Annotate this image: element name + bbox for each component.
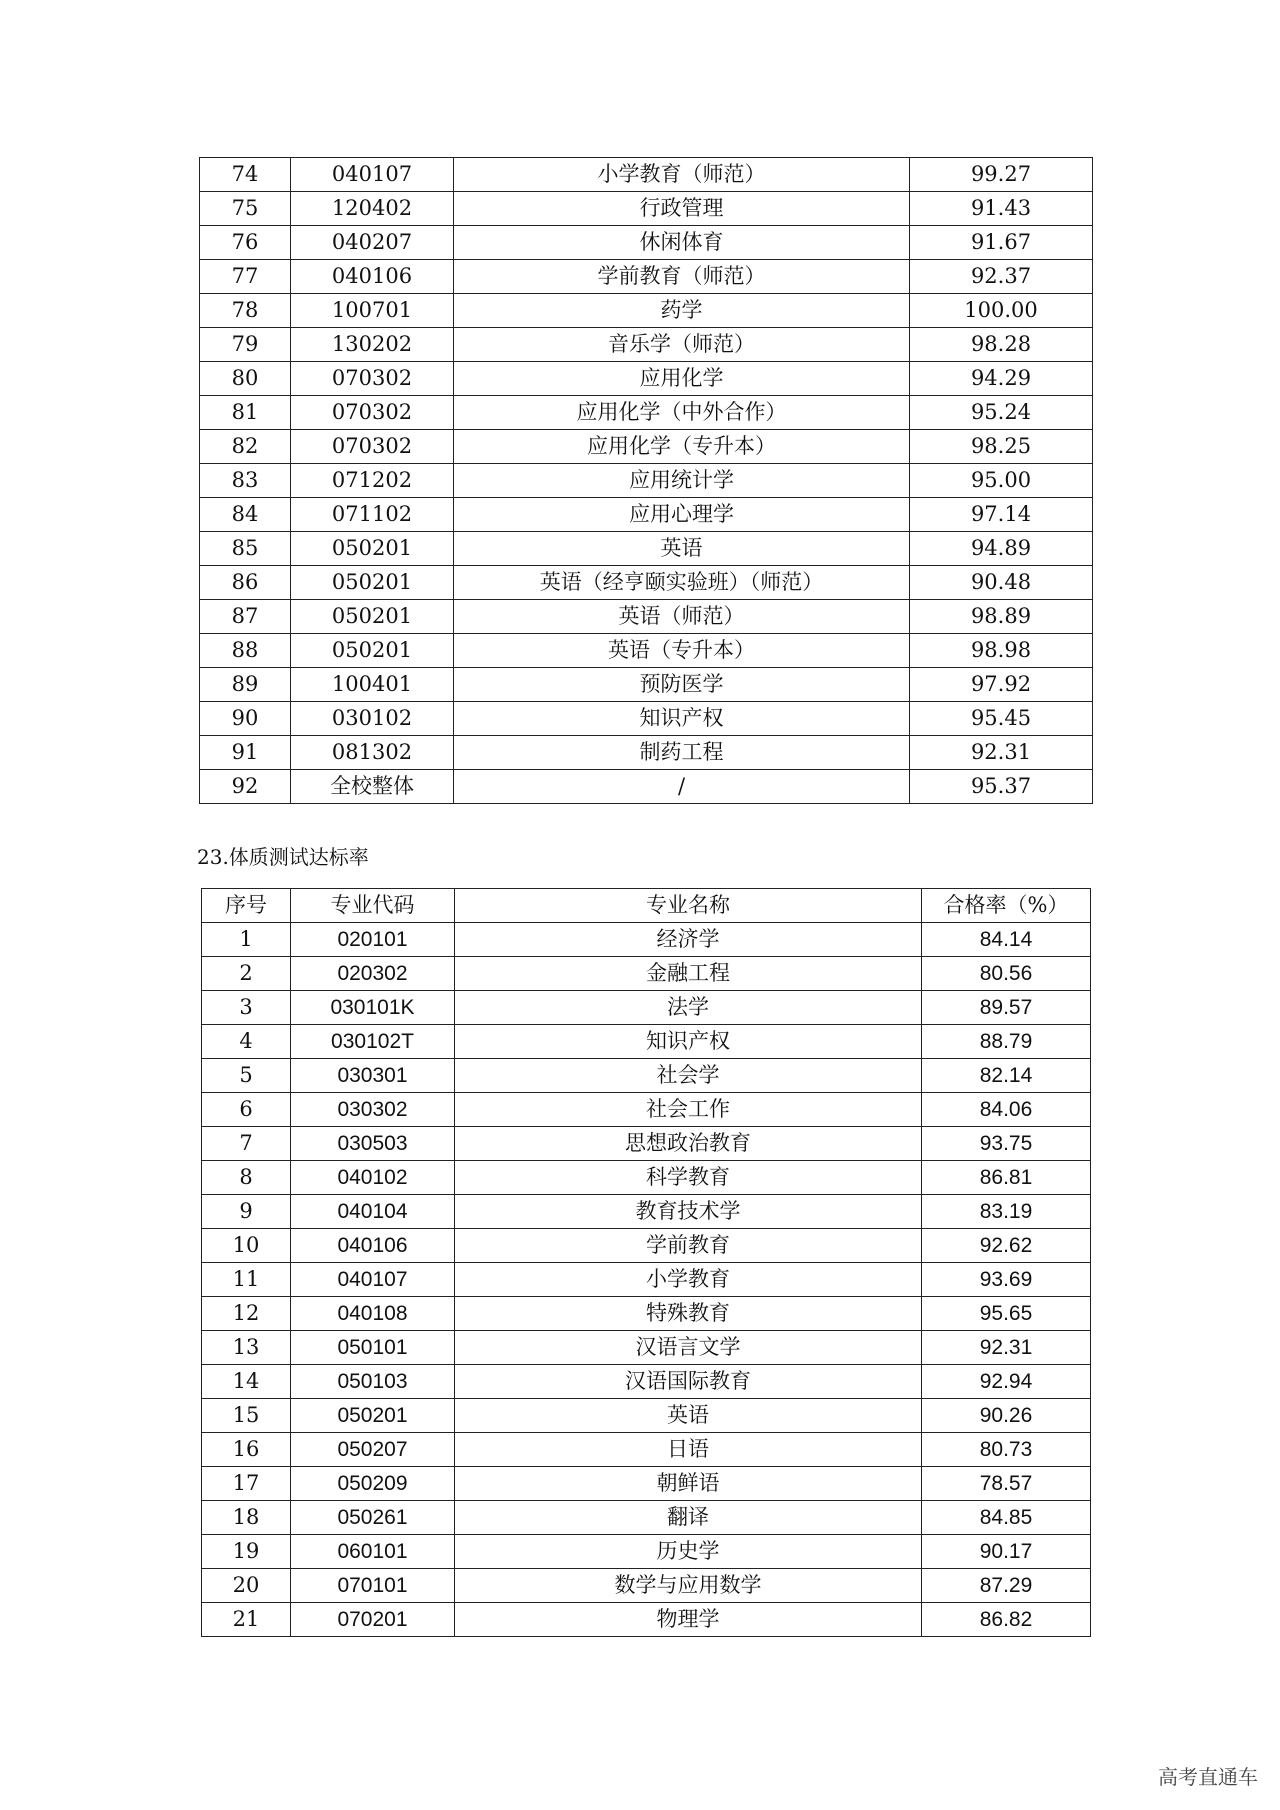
cell-major-name: 学前教育（师范） — [454, 260, 910, 294]
cell-major-code: 040106 — [291, 1229, 455, 1263]
cell-pass-rate: 93.69 — [922, 1263, 1091, 1297]
table-row — [202, 1433, 1091, 1467]
cell-major-name: 行政管理 — [454, 192, 910, 226]
table-row — [202, 1399, 1091, 1433]
table-row — [200, 634, 1093, 668]
cell-pass-rate: 78.57 — [922, 1467, 1091, 1501]
cell-major-name: 汉语国际教育 — [455, 1365, 922, 1399]
cell-pass-rate: 94.89 — [910, 532, 1093, 566]
cell-index: 16 — [202, 1433, 291, 1467]
table-row — [200, 770, 1093, 804]
cell-major-code: 070101 — [291, 1569, 455, 1603]
table-row — [200, 532, 1093, 566]
table-row — [202, 1195, 1091, 1229]
header-pass-rate: 合格率（%） — [922, 889, 1091, 923]
table-row — [200, 668, 1093, 702]
cell-major-code: 130202 — [291, 328, 454, 362]
table-row — [202, 1093, 1091, 1127]
cell-index: 18 — [202, 1501, 291, 1535]
cell-major-code: 030101K — [291, 991, 455, 1025]
table-row — [202, 957, 1091, 991]
cell-major-name: 应用化学（专升本） — [454, 430, 910, 464]
table-row — [202, 1229, 1091, 1263]
cell-major-name: 思想政治教育 — [455, 1127, 922, 1161]
cell-pass-rate: 86.82 — [922, 1603, 1091, 1637]
header-major-name: 专业名称 — [455, 889, 922, 923]
cell-major-name: 法学 — [455, 991, 922, 1025]
cell-major-code: 100401 — [291, 668, 454, 702]
cell-index: 75 — [200, 192, 291, 226]
cell-major-name: 教育技术学 — [455, 1195, 922, 1229]
cell-pass-rate: 100.00 — [910, 294, 1093, 328]
cell-major-code: 030102T — [291, 1025, 455, 1059]
cell-index: 6 — [202, 1093, 291, 1127]
cell-major-name: 学前教育 — [455, 1229, 922, 1263]
cell-pass-rate: 95.24 — [910, 396, 1093, 430]
table-row — [202, 1467, 1091, 1501]
cell-index: 15 — [202, 1399, 291, 1433]
cell-major-code: 020302 — [291, 957, 455, 991]
table-row — [200, 566, 1093, 600]
cell-major-name: 应用心理学 — [454, 498, 910, 532]
cell-pass-rate: 83.19 — [922, 1195, 1091, 1229]
cell-major-code: 040107 — [291, 158, 454, 192]
cell-index: 85 — [200, 532, 291, 566]
cell-major-code: 100701 — [291, 294, 454, 328]
cell-major-name: 经济学 — [455, 923, 922, 957]
cell-major-code: 070201 — [291, 1603, 455, 1637]
cell-index: 80 — [200, 362, 291, 396]
table-row — [202, 1025, 1091, 1059]
cell-major-code: 050209 — [291, 1467, 455, 1501]
cell-major-code: 全校整体 — [291, 770, 454, 804]
cell-pass-rate: 92.37 — [910, 260, 1093, 294]
cell-pass-rate: 98.89 — [910, 600, 1093, 634]
major-pass-rate-table-continued — [199, 157, 1093, 804]
cell-pass-rate: 89.57 — [922, 991, 1091, 1025]
cell-major-code: 030102 — [291, 702, 454, 736]
cell-index: 4 — [202, 1025, 291, 1059]
cell-major-name: 知识产权 — [455, 1025, 922, 1059]
cell-pass-rate: 99.27 — [910, 158, 1093, 192]
table-row — [200, 498, 1093, 532]
cell-major-code: 050201 — [291, 634, 454, 668]
cell-major-code: 030302 — [291, 1093, 455, 1127]
header-index: 序号 — [202, 889, 291, 923]
table-row — [200, 600, 1093, 634]
cell-major-code: 040104 — [291, 1195, 455, 1229]
table-row — [200, 260, 1093, 294]
table-row — [200, 362, 1093, 396]
cell-pass-rate: 92.31 — [910, 736, 1093, 770]
cell-index: 14 — [202, 1365, 291, 1399]
cell-major-code: 050261 — [291, 1501, 455, 1535]
cell-major-name: 科学教育 — [455, 1161, 922, 1195]
cell-pass-rate: 98.98 — [910, 634, 1093, 668]
cell-major-name: 社会学 — [455, 1059, 922, 1093]
table-header-row — [202, 889, 1091, 923]
cell-pass-rate: 94.29 — [910, 362, 1093, 396]
cell-index: 79 — [200, 328, 291, 362]
cell-major-code: 050103 — [291, 1365, 455, 1399]
cell-pass-rate: 90.17 — [922, 1535, 1091, 1569]
table-row — [200, 396, 1093, 430]
cell-index: 91 — [200, 736, 291, 770]
cell-major-name: 小学教育 — [455, 1263, 922, 1297]
cell-pass-rate: 87.29 — [922, 1569, 1091, 1603]
cell-major-name: 音乐学（师范） — [454, 328, 910, 362]
cell-pass-rate: 97.14 — [910, 498, 1093, 532]
table-row — [200, 192, 1093, 226]
cell-pass-rate: 86.81 — [922, 1161, 1091, 1195]
cell-major-name: 数学与应用数学 — [455, 1569, 922, 1603]
cell-major-name: 应用化学 — [454, 362, 910, 396]
cell-major-name: / — [454, 770, 910, 804]
cell-major-code: 030301 — [291, 1059, 455, 1093]
cell-index: 82 — [200, 430, 291, 464]
fitness-test-pass-rate-table — [201, 888, 1091, 1637]
table-row — [200, 294, 1093, 328]
cell-major-code: 081302 — [291, 736, 454, 770]
cell-index: 7 — [202, 1127, 291, 1161]
cell-major-name: 应用统计学 — [454, 464, 910, 498]
cell-major-code: 070302 — [291, 362, 454, 396]
cell-major-name: 日语 — [455, 1433, 922, 1467]
cell-pass-rate: 91.43 — [910, 192, 1093, 226]
cell-index: 8 — [202, 1161, 291, 1195]
cell-major-name: 朝鲜语 — [455, 1467, 922, 1501]
cell-index: 21 — [202, 1603, 291, 1637]
cell-index: 9 — [202, 1195, 291, 1229]
cell-major-code: 071202 — [291, 464, 454, 498]
cell-pass-rate: 95.37 — [910, 770, 1093, 804]
cell-major-code: 050201 — [291, 600, 454, 634]
cell-major-name: 药学 — [454, 294, 910, 328]
cell-major-name: 翻译 — [455, 1501, 922, 1535]
cell-index: 10 — [202, 1229, 291, 1263]
cell-major-name: 汉语言文学 — [455, 1331, 922, 1365]
cell-major-code: 040207 — [291, 226, 454, 260]
cell-major-name: 金融工程 — [455, 957, 922, 991]
cell-pass-rate: 92.62 — [922, 1229, 1091, 1263]
cell-index: 5 — [202, 1059, 291, 1093]
cell-major-code: 070302 — [291, 396, 454, 430]
cell-index: 81 — [200, 396, 291, 430]
table-row — [200, 328, 1093, 362]
table-row — [200, 702, 1093, 736]
cell-index: 83 — [200, 464, 291, 498]
cell-index: 77 — [200, 260, 291, 294]
cell-index: 92 — [200, 770, 291, 804]
table-row — [202, 1297, 1091, 1331]
cell-major-name: 社会工作 — [455, 1093, 922, 1127]
cell-major-name: 英语 — [455, 1399, 922, 1433]
cell-major-code: 071102 — [291, 498, 454, 532]
cell-major-code: 020101 — [291, 923, 455, 957]
cell-index: 13 — [202, 1331, 291, 1365]
cell-pass-rate: 95.45 — [910, 702, 1093, 736]
cell-major-code: 040107 — [291, 1263, 455, 1297]
cell-index: 1 — [202, 923, 291, 957]
cell-major-name: 应用化学（中外合作） — [454, 396, 910, 430]
cell-major-name: 预防医学 — [454, 668, 910, 702]
cell-pass-rate: 92.31 — [922, 1331, 1091, 1365]
table-row — [200, 158, 1093, 192]
table-row — [200, 464, 1093, 498]
cell-major-name: 物理学 — [455, 1603, 922, 1637]
section-heading: 23.体质测试达标率 — [197, 845, 369, 869]
cell-index: 17 — [202, 1467, 291, 1501]
table-row — [200, 736, 1093, 770]
table-row — [202, 1535, 1091, 1569]
cell-index: 12 — [202, 1297, 291, 1331]
cell-major-name: 英语（专升本） — [454, 634, 910, 668]
cell-index: 87 — [200, 600, 291, 634]
cell-pass-rate: 90.26 — [922, 1399, 1091, 1433]
cell-pass-rate: 84.85 — [922, 1501, 1091, 1535]
cell-pass-rate: 95.00 — [910, 464, 1093, 498]
cell-index: 89 — [200, 668, 291, 702]
cell-pass-rate: 88.79 — [922, 1025, 1091, 1059]
cell-index: 86 — [200, 566, 291, 600]
cell-index: 20 — [202, 1569, 291, 1603]
table-row — [202, 1501, 1091, 1535]
cell-major-code: 050201 — [291, 532, 454, 566]
table-row — [202, 1569, 1091, 1603]
cell-pass-rate: 91.67 — [910, 226, 1093, 260]
cell-major-code: 050201 — [291, 1399, 455, 1433]
cell-index: 74 — [200, 158, 291, 192]
cell-index: 3 — [202, 991, 291, 1025]
table-row — [202, 1059, 1091, 1093]
cell-pass-rate: 82.14 — [922, 1059, 1091, 1093]
cell-major-code: 040102 — [291, 1161, 455, 1195]
cell-index: 11 — [202, 1263, 291, 1297]
cell-major-code: 070302 — [291, 430, 454, 464]
table-row — [202, 1365, 1091, 1399]
table-row — [200, 430, 1093, 464]
header-major-code: 专业代码 — [291, 889, 455, 923]
cell-major-name: 休闲体育 — [454, 226, 910, 260]
cell-major-name: 历史学 — [455, 1535, 922, 1569]
cell-pass-rate: 90.48 — [910, 566, 1093, 600]
cell-index: 76 — [200, 226, 291, 260]
table-row — [202, 923, 1091, 957]
cell-major-code: 050101 — [291, 1331, 455, 1365]
cell-index: 78 — [200, 294, 291, 328]
cell-index: 90 — [200, 702, 291, 736]
cell-pass-rate: 98.28 — [910, 328, 1093, 362]
cell-major-code: 040108 — [291, 1297, 455, 1331]
cell-index: 88 — [200, 634, 291, 668]
table-row — [202, 1161, 1091, 1195]
cell-index: 2 — [202, 957, 291, 991]
cell-index: 19 — [202, 1535, 291, 1569]
cell-pass-rate: 93.75 — [922, 1127, 1091, 1161]
cell-pass-rate: 84.06 — [922, 1093, 1091, 1127]
cell-major-name: 小学教育（师范） — [454, 158, 910, 192]
cell-pass-rate: 80.73 — [922, 1433, 1091, 1467]
cell-pass-rate: 84.14 — [922, 923, 1091, 957]
cell-major-name: 制药工程 — [454, 736, 910, 770]
cell-major-name: 英语（经亨颐实验班）（师范） — [454, 566, 910, 600]
cell-pass-rate: 97.92 — [910, 668, 1093, 702]
cell-pass-rate: 98.25 — [910, 430, 1093, 464]
table-row — [202, 1603, 1091, 1637]
cell-major-code: 030503 — [291, 1127, 455, 1161]
table-row — [202, 1127, 1091, 1161]
cell-pass-rate: 80.56 — [922, 957, 1091, 991]
table-row — [202, 991, 1091, 1025]
watermark: 高考直通车 — [1158, 1765, 1258, 1789]
cell-major-code: 120402 — [291, 192, 454, 226]
cell-major-code: 060101 — [291, 1535, 455, 1569]
cell-major-code: 050201 — [291, 566, 454, 600]
cell-major-code: 040106 — [291, 260, 454, 294]
cell-index: 84 — [200, 498, 291, 532]
cell-major-code: 050207 — [291, 1433, 455, 1467]
table-row — [202, 1263, 1091, 1297]
cell-major-name: 英语（师范） — [454, 600, 910, 634]
cell-major-name: 英语 — [454, 532, 910, 566]
cell-major-name: 知识产权 — [454, 702, 910, 736]
table-row — [200, 226, 1093, 260]
cell-pass-rate: 95.65 — [922, 1297, 1091, 1331]
cell-major-name: 特殊教育 — [455, 1297, 922, 1331]
cell-pass-rate: 92.94 — [922, 1365, 1091, 1399]
table-row — [202, 1331, 1091, 1365]
